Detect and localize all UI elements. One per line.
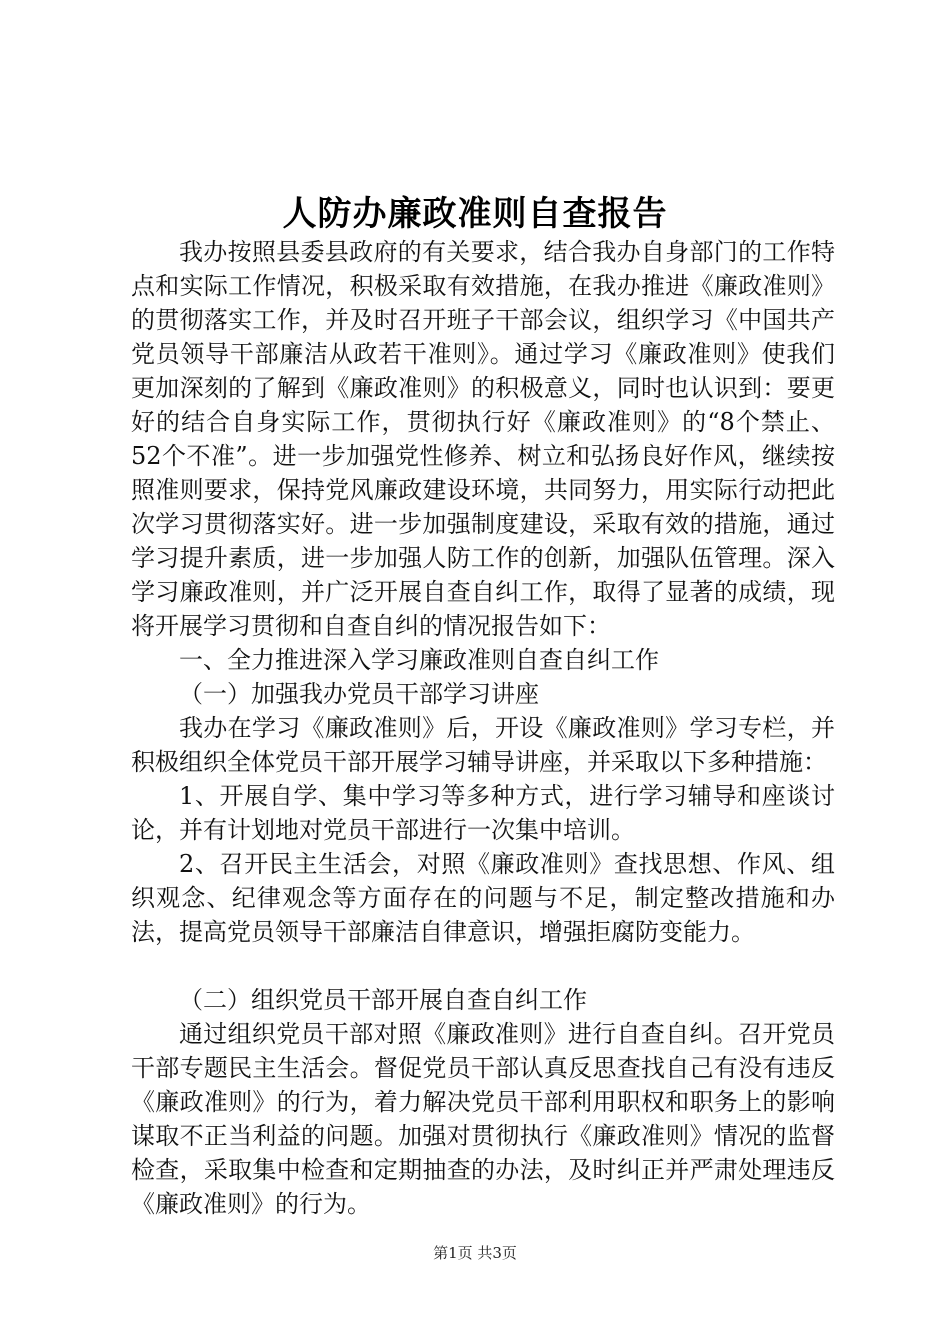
document-title: 人防办廉政准则自查报告	[282, 194, 668, 234]
section-heading-1: 一、全力推进深入学习廉政准则自查自纠工作	[179, 646, 659, 674]
list-item-1: 1、开展自学、集中学习等多种方式，进行学习辅导和座谈讨论，并有计划地对党员干部进行一次集中培训。	[131, 782, 835, 844]
body-paragraph: 我办在学习《廉政准则》后，开设《廉政准则》学习专栏，并积极组织全体党员干部开展学习辅导讲座，并采取以下多种措施：	[131, 714, 835, 776]
paragraph-gap	[131, 949, 835, 983]
subsection-heading-2: （二）组织党员干部开展自查自纠工作	[179, 986, 587, 1014]
document-body	[131, 235, 835, 1221]
intro-paragraph: 我办按照县委县政府的有关要求，结合我办自身部门的工作特点和实际工作情况，积极采取有效措施，在我办推进《廉政准则》的贯彻落实工作，并及时召开班子干部会议，组织学习《中国共产党员领导干部廉洁从政若干准则》。通过学习《廉政准则》使我们更加深刻的了解到《廉政准则》的积极意义，同时也认识到：要更好的结合自身实际工作，贯彻执行好《廉政准则》的“8个禁止、52个不准”。进一步加强党性修养、树立和弘扬良好作风，继续按照准则要求，保持党风廉政建设环境，共同努力，用实际行动把此次学习贯彻落实好。进一步加强制度建设，采取有效的措施，通过学习提升素质，进一步加强人防工作的创新，加强队伍管理。深入学习廉政准则，并广泛开展自查自纠工作，取得了显著的成绩，现将开展学习贯彻和自查自纠的情况报告如下：	[131, 238, 835, 640]
page-footer: 第1页 共3页	[433, 1244, 517, 1262]
body-paragraph: 通过组织党员干部对照《廉政准则》进行自查自纠。召开党员干部专题民主生活会。督促党员干部认真反思查找自己有没有违反《廉政准则》的行为，着力解决党员干部利用职权和职务上的影响谋取不正当利益的问题。加强对贯彻执行《廉政准则》情况的监督检查，采取集中检查和定期抽查的办法，及时纠正并严肃处理违反《廉政准则》的行为。	[131, 1020, 835, 1218]
subsection-heading-1: （一）加强我办党员干部学习讲座	[179, 680, 539, 708]
list-item-2: 2、召开民主生活会，对照《廉政准则》查找思想、作风、组织观念、纪律观念等方面存在的问题与不足，制定整改措施和办法，提高党员领导干部廉洁自律意识，增强拒腐防变能力。	[131, 850, 835, 946]
